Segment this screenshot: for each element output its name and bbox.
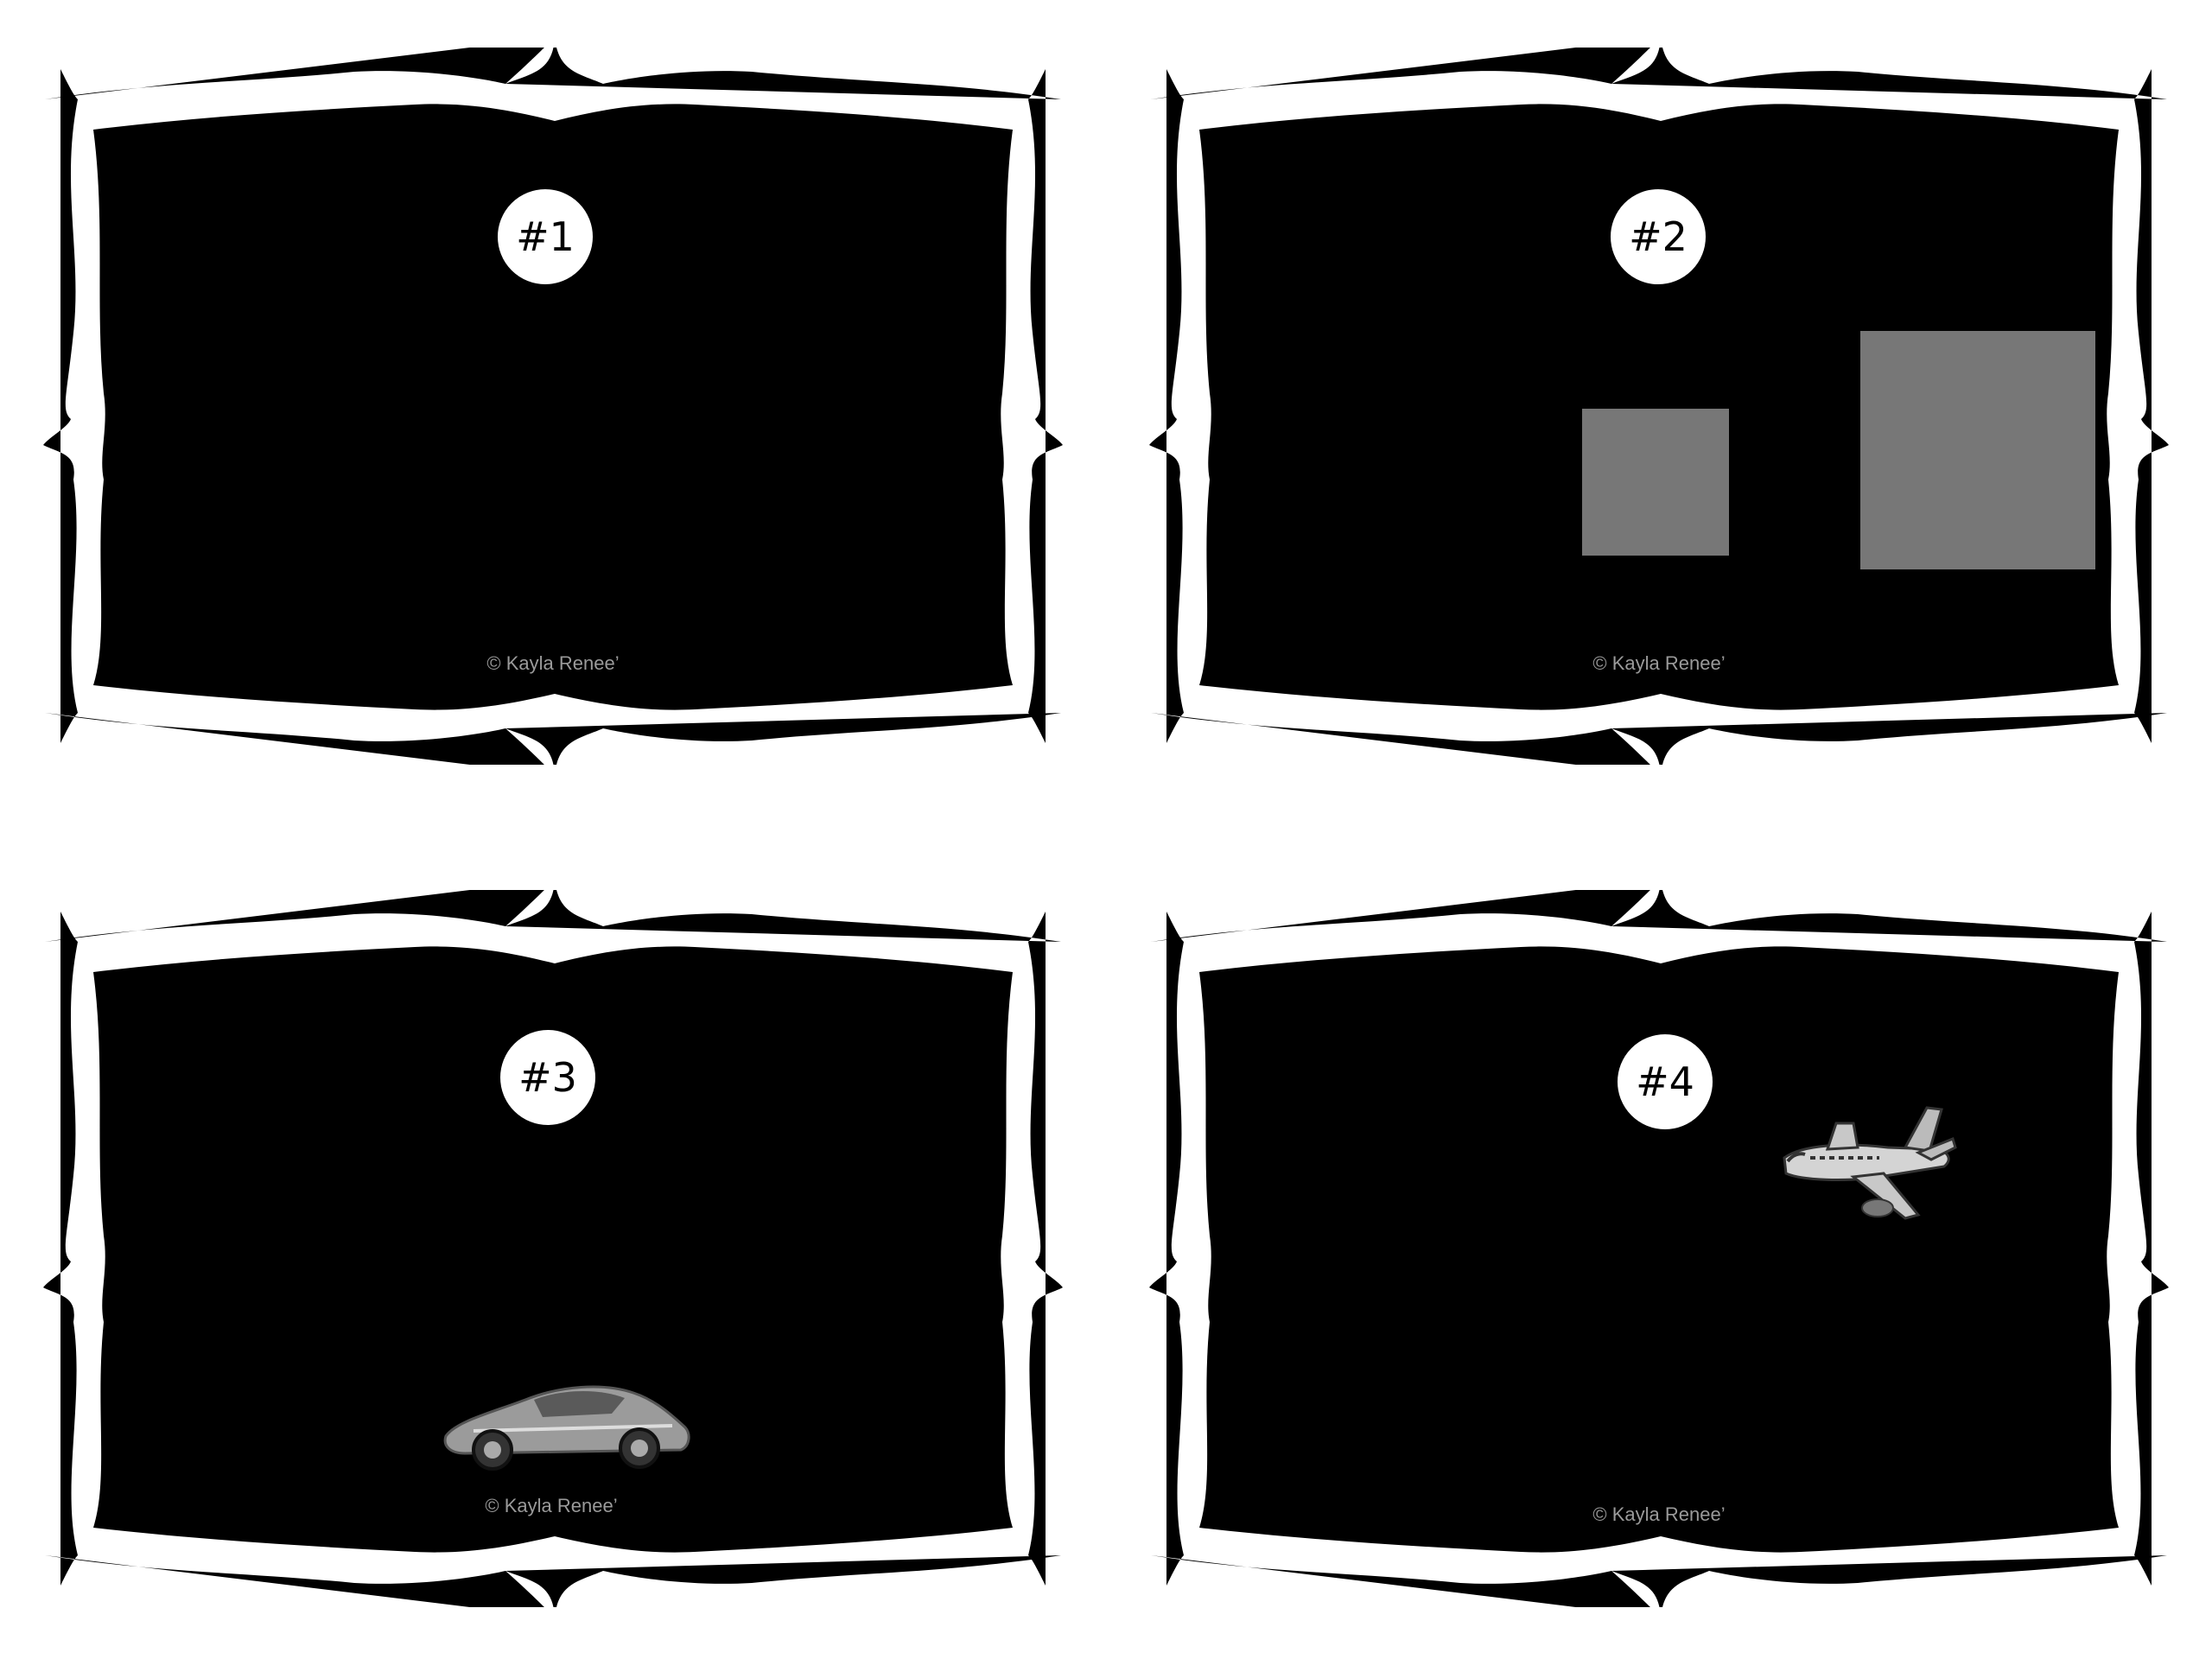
card-number-badge: #2	[1599, 177, 1718, 296]
copyright-text: © Kayla Renee’	[1592, 652, 1726, 674]
table-row	[1281, 1376, 2028, 1433]
table-row-header: Height (in.)	[1281, 1376, 1610, 1433]
question-text-mid: is	[895, 354, 935, 411]
card-number-badge: #3	[488, 1018, 607, 1137]
question-text	[130, 350, 976, 616]
card-number-badge: #4	[1605, 1022, 1725, 1141]
question-body: Lee is making a model of a car. He uses the scale 1 in : 14 in. If the length of the actual car is 168 in., what is the length of his model car?	[121, 1143, 950, 1348]
answer-blank	[511, 350, 887, 399]
task-card-3	[26, 890, 1080, 1607]
large-square-side-label: 2 cm	[1764, 428, 1840, 466]
small-square-side-label: 1 cm	[1482, 454, 1557, 492]
table-header-row	[1281, 1281, 2028, 1322]
task-card-1	[26, 48, 1080, 765]
question-text-rest: a proportional two dimensional drawing of an object. Give an example.	[169, 421, 937, 611]
question-text: Find the scale factor.	[1270, 1176, 1719, 1226]
table-cell: 25	[1850, 1322, 2028, 1377]
small-square	[1578, 404, 1733, 560]
question-text-start: A	[171, 354, 206, 411]
table-header-cell: Model	[1850, 1281, 2028, 1322]
copyright-text: © Kayla Renee’	[485, 1495, 618, 1516]
task-card-4	[1132, 890, 2186, 1607]
copyright-text: © Kayla Renee’	[1592, 1503, 1726, 1525]
scale-table	[1279, 1279, 2031, 1436]
table-cell: 2,000	[1610, 1322, 1851, 1377]
airplane-icon	[1776, 1097, 1957, 1240]
question-text: Find the value of x.	[1256, 340, 1465, 536]
card-number-badge: #1	[486, 177, 605, 296]
table-header-cell: Airplane	[1610, 1281, 1851, 1322]
table-cell: 640	[1610, 1376, 1851, 1433]
small-square-bottom-label: x cm	[1605, 566, 1679, 604]
card-border	[1132, 890, 2186, 1607]
task-card-2	[1132, 48, 2186, 765]
table-cell: 8	[1850, 1376, 2028, 1433]
large-square	[1856, 327, 2100, 574]
table-row-header: Length (in.)	[1281, 1322, 1610, 1377]
answer-blank	[213, 350, 499, 399]
table-row	[1281, 1322, 2028, 1377]
large-square-bottom-label: 2 cm	[1937, 576, 2012, 614]
car-icon	[439, 1374, 694, 1473]
copyright-text: © Kayla Renee’	[486, 652, 620, 674]
table-header-cell	[1281, 1281, 1610, 1322]
question-text	[121, 1141, 950, 1351]
